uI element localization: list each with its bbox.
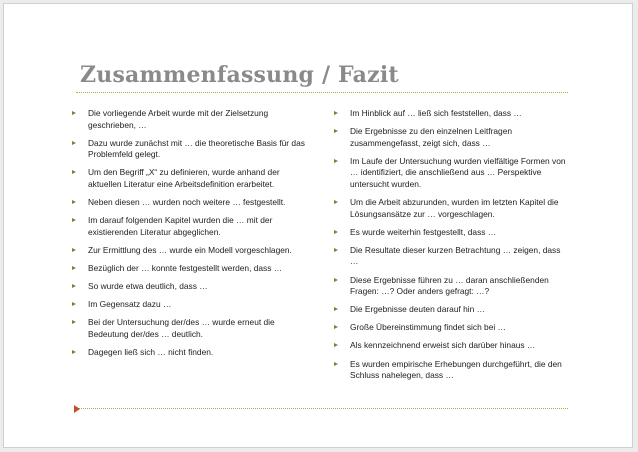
- list-item-text: Die Ergebnisse deuten darauf hin …: [350, 304, 486, 315]
- bullet-arrow-icon: [334, 278, 338, 282]
- list-item: [334, 245, 569, 268]
- left-bullet-list: [72, 108, 307, 365]
- list-item: [334, 275, 569, 298]
- list-item: [72, 197, 307, 209]
- list-item: [334, 304, 569, 316]
- bullet-arrow-icon: [72, 111, 76, 115]
- bullet-arrow-icon: [72, 350, 76, 354]
- list-item: [334, 340, 569, 352]
- list-item-text: Um den Begriff „X“ zu definieren, wurde anhand der aktuellen Literatur eine Arbeitsdefinition erarbeitet.: [88, 167, 280, 189]
- list-item-text: Zur Ermittlung des … wurde ein Modell vorgeschlagen.: [88, 244, 292, 255]
- list-item-text: Im Hinblick auf … ließ sich feststellen, dass …: [350, 108, 522, 118]
- list-item: [72, 299, 307, 311]
- slide: [3, 3, 633, 448]
- list-item: [334, 197, 569, 220]
- right-bullet-list: [334, 108, 569, 388]
- list-item-text: Bezüglich der … konnte festgestellt werden, dass …: [88, 262, 283, 273]
- list-item: [72, 167, 307, 190]
- list-item: [334, 227, 569, 239]
- list-item: [334, 108, 569, 120]
- list-item-text: Die Resultate dieser kurzen Betrachtung … zeigen, dass …: [350, 244, 561, 267]
- bullet-arrow-icon: [334, 159, 338, 163]
- list-item: [72, 347, 307, 359]
- list-item: [72, 138, 307, 161]
- bullet-arrow-icon: [334, 248, 338, 252]
- list-item-text: Als kennzeichnend erweist sich darüber hinaus …: [350, 340, 536, 351]
- list-item: [72, 245, 307, 257]
- list-item-text: Bei der Untersuchung der/des … wurde erneut die Bedeutung der/des … deutlich.: [88, 317, 275, 339]
- list-item-text: Große Übereinstimmung findet sich bei …: [350, 322, 506, 333]
- list-item-text: Im darauf folgenden Kapitel wurden die … mit der existierenden Literatur abgeglichen.: [88, 215, 273, 237]
- list-item: [72, 317, 307, 340]
- list-item: [72, 281, 307, 293]
- bullet-arrow-icon: [72, 141, 76, 145]
- list-item-text: Die vorliegende Arbeit wurde mit der Zielsetzung geschrieben, …: [88, 108, 269, 130]
- bullet-arrow-icon: [72, 248, 76, 252]
- title-divider: [76, 92, 568, 93]
- slide-title: Zusammenfassung / Fazit: [80, 62, 399, 88]
- bullet-arrow-icon: [72, 170, 76, 174]
- list-item-text: Es wurden empirische Erhebungen durchgeführt, die den Schluss nahelegen, dass …: [350, 358, 562, 381]
- bullet-arrow-icon: [72, 302, 76, 306]
- list-item: [72, 108, 307, 131]
- list-item: [334, 359, 569, 382]
- list-item-text: Im Gegensatz dazu …: [88, 299, 172, 310]
- bullet-arrow-icon: [72, 266, 76, 270]
- list-item-text: Neben diesen … wurden noch weitere … festgestellt.: [88, 197, 286, 208]
- bullet-arrow-icon: [334, 307, 338, 311]
- list-item: [72, 215, 307, 238]
- list-item-text: So wurde etwa deutlich, dass …: [88, 281, 208, 292]
- list-item-text: Dagegen ließ sich … nicht finden.: [88, 346, 214, 357]
- bullet-arrow-icon: [334, 111, 338, 115]
- footer-arrow-icon: [74, 405, 80, 413]
- list-item: [334, 156, 569, 191]
- bullet-arrow-icon: [334, 200, 338, 204]
- bullet-arrow-icon: [72, 320, 76, 324]
- list-item: [72, 263, 307, 275]
- bullet-arrow-icon: [334, 129, 338, 133]
- list-item-text: Um die Arbeit abzurunden, wurden im letzten Kapitel die Lösungsansätze zur … vorgeschlagen.: [350, 197, 559, 219]
- bullet-arrow-icon: [334, 325, 338, 329]
- list-item-text: Dazu wurde zunächst mit … die theoretische Basis für das Problemfeld gelegt.: [88, 137, 305, 160]
- list-item-text: Im Laufe der Untersuchung wurden vielfältige Formen von … identifiziert, die anschließend aus … Perspektive untersucht wurden.: [350, 155, 566, 189]
- list-item-text: Es wurde weiterhin festgestellt, dass …: [350, 226, 497, 237]
- bullet-arrow-icon: [334, 230, 338, 234]
- bullet-arrow-icon: [72, 200, 76, 204]
- list-item-text: Die Ergebnisse zu den einzelnen Leitfragen zusammengefasst, zeigt sich, dass …: [350, 126, 513, 148]
- bullet-arrow-icon: [334, 362, 338, 366]
- list-item: [334, 322, 569, 334]
- list-item-text: Diese Ergebnisse führen zu … daran anschließenden Fragen: …? Oder anders gefragt: …?: [350, 274, 549, 297]
- bullet-arrow-icon: [72, 284, 76, 288]
- footer-divider: [76, 408, 568, 409]
- bullet-arrow-icon: [334, 343, 338, 347]
- list-item: [334, 126, 569, 149]
- bullet-arrow-icon: [72, 218, 76, 222]
